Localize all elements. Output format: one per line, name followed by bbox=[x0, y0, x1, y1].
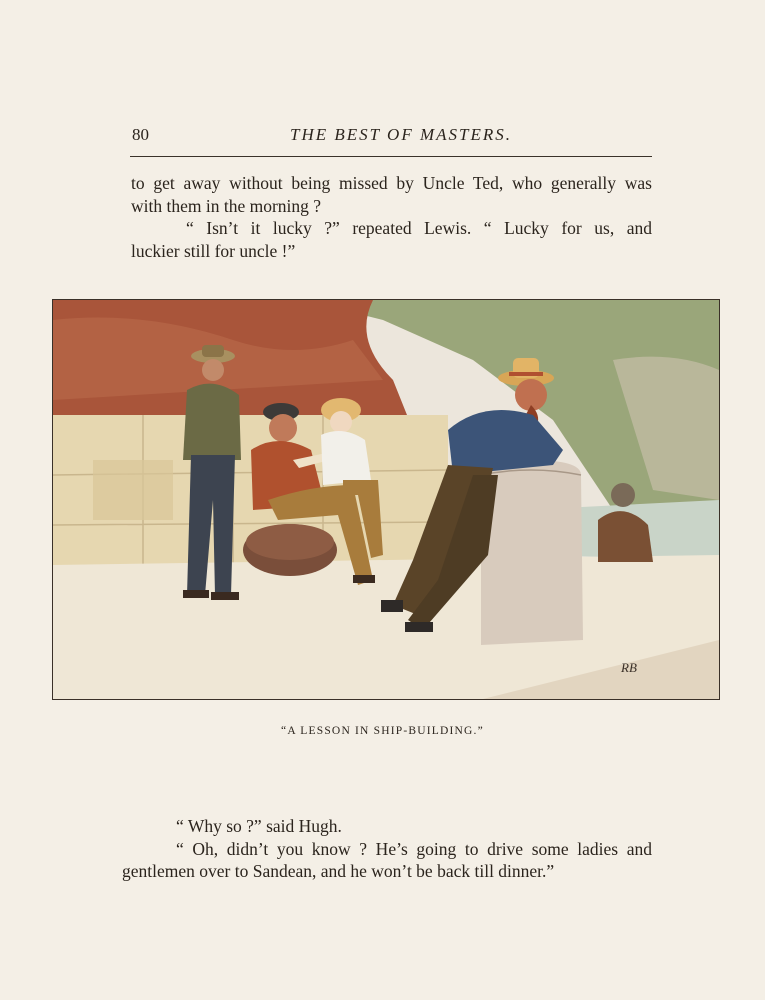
illustration-artwork bbox=[53, 300, 719, 699]
page-header bbox=[130, 122, 652, 157]
text-line: “ Oh, didn’t you know ? He’s going to drive some ladies and bbox=[176, 838, 652, 859]
text-line: with them in the morning ? bbox=[131, 195, 322, 216]
text-line: to get away without being missed by Uncle Ted, who generally was bbox=[131, 173, 652, 193]
illustration-caption: “A LESSON IN SHIP-BUILDING.” bbox=[281, 725, 484, 737]
artist-signature: RB bbox=[621, 660, 637, 675]
page-number: 80 bbox=[132, 125, 149, 144]
text-line: “ Isn’t it lucky ?” repeated Lewis. “ Lucky for us, and bbox=[186, 218, 652, 238]
top-paragraphs bbox=[131, 172, 652, 262]
illustration-plate bbox=[52, 299, 720, 700]
text-line: “ Why so ?” said Hugh. bbox=[176, 816, 342, 836]
text-line: luckier still for uncle !” bbox=[131, 240, 296, 261]
text-line: gentlemen over to Sandean, and he won’t be back till dinner.” bbox=[122, 861, 555, 881]
running-title: THE BEST OF MASTERS. bbox=[290, 125, 512, 144]
bottom-paragraphs bbox=[122, 815, 652, 883]
